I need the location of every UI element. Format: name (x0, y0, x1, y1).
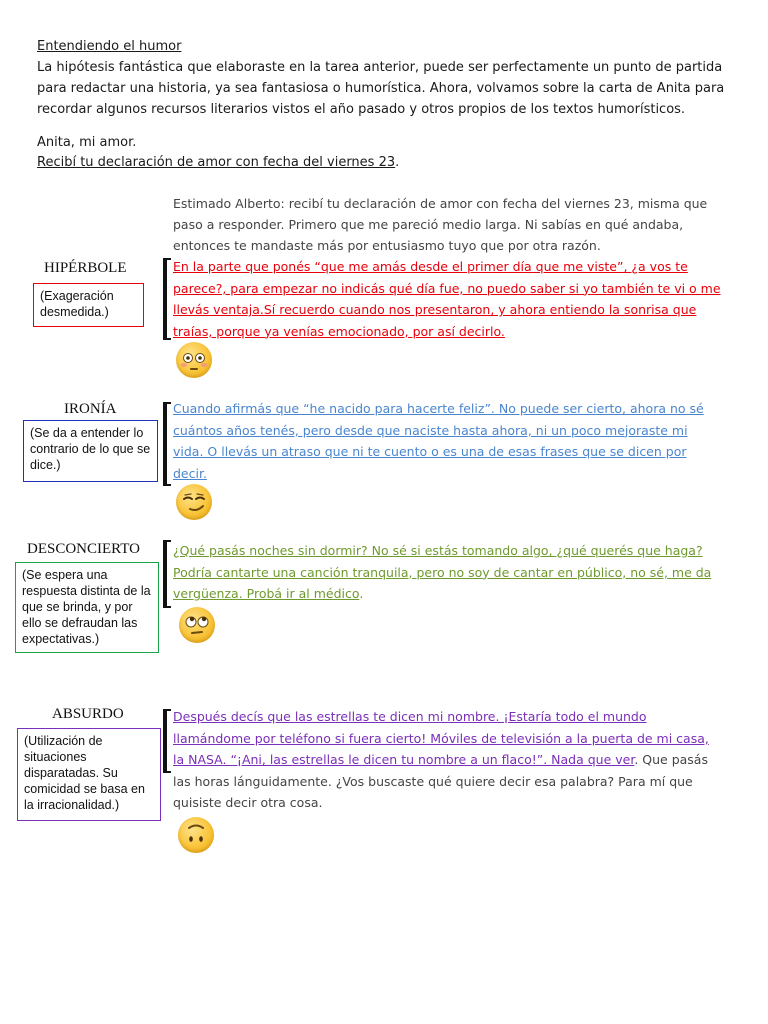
flushed-face-icon (176, 342, 212, 378)
intro-block (37, 36, 737, 120)
example-desconcierto-tail: . (359, 586, 364, 601)
example-hiperbole-text: En la parte que ponés “que me amás desde el primer día que me viste”, ¿a vos te parece?, para empezar no indicás qué día fue, no puedo saber si yo también te vi o me llevás ventaja.Sí recuerdo cuando nos presentaron, y ahora entiendo la sonrisa que traías, porque ya venías emocionado, por así decirlo. (173, 259, 721, 339)
example-desconcierto (173, 540, 721, 605)
definition-box-ironia: (Se da a entender lo contrario de lo que se dice.) (23, 420, 158, 482)
example-absurdo-tail: . Que pasás las horas lánguidamente. ¿Vos buscaste qué quiere decir esa palabra? Para mí que quisiste decir otra cosa. (173, 752, 708, 810)
smirking-face-icon (176, 484, 212, 520)
eye-roll-face-icon (179, 607, 215, 643)
example-ironia-text: Cuando afirmás que “he nacido para hacerte feliz”. No puede ser cierto, ahora no sé cuántos años tenés, pero desde que naciste hasta ahora, ni un poco mejoraste mi vida. O llevás un atraso que ni te cuento o es una de esas frases que se dicen por decir. (173, 401, 704, 481)
greeting-line-2 (37, 153, 737, 173)
section-label-ironia: IRONÍA (64, 401, 117, 417)
example-hiperbole (173, 256, 721, 342)
section-bracket (163, 709, 167, 773)
example-absurdo-text: Después decís que las estrellas te dicen mi nombre. ¡Estaría todo el mundo llamándome por teléfono si fuera cierto! Móviles de televisión a la puerta de mi casa, la NASA. “¡Ani, las estrellas le dicen tu nombre a un flaco!”. Nada que ver (173, 709, 709, 767)
greeting-line-2-text: Recibí tu declaración de amor con fecha del viernes 23 (37, 155, 396, 170)
greeting-line-1: Anita, mi amor. (37, 135, 137, 150)
section-bracket (163, 540, 167, 608)
example-absurdo (173, 706, 721, 814)
section-label-hiperbole: HIPÉRBOLE (44, 260, 127, 276)
definition-box-hiperbole: (Exageración desmedida.) (33, 283, 144, 327)
intro-text: La hipótesis fantástica que elaboraste en la tarea anterior, puede ser perfectamente un punto de partida para redactar una historia, ya sea fantasiosa o humorística. Ahora, volvamos sobre la carta de Anita para recordar algunos recursos literarios vistos el año pasado y otros propios de los textos humorísticos. (37, 60, 725, 117)
definition-box-desconcierto: (Se espera una respuesta distinta de la que se brinda, y por ello se defraudan las expectativas.) (15, 562, 159, 653)
greeting (37, 133, 737, 173)
intro-title: Entendiendo el humor (37, 39, 182, 54)
greeting-line-2-end: . (395, 155, 400, 170)
section-label-desconcierto: DESCONCIERTO (27, 541, 140, 557)
example-desconcierto-text: ¿Qué pasás noches sin dormir? No sé si estás tomando algo, ¿qué querés que haga? Podría cantarte una canción tranquila, pero no soy de cantar en público, no sé, me da vergüenza. Probá ir al médico (173, 543, 712, 601)
section-bracket (163, 402, 167, 486)
section-label-absurdo: ABSURDO (52, 706, 124, 722)
definition-box-absurdo: (Utilización de situaciones disparatadas. Su comicidad se basa en la irracionalidad.) (17, 728, 161, 821)
example-ironia (173, 398, 721, 484)
letter-intro: Estimado Alberto: recibí tu declaración de amor con fecha del viernes 23, misma que paso a responder. Primero que me pareció medio larga. Ni sabías en qué andaba, entonces te mandaste más por entusiasmo tuyo que por otra razón. (173, 196, 708, 253)
upside-down-face-icon (178, 817, 214, 853)
section-bracket (163, 258, 167, 340)
